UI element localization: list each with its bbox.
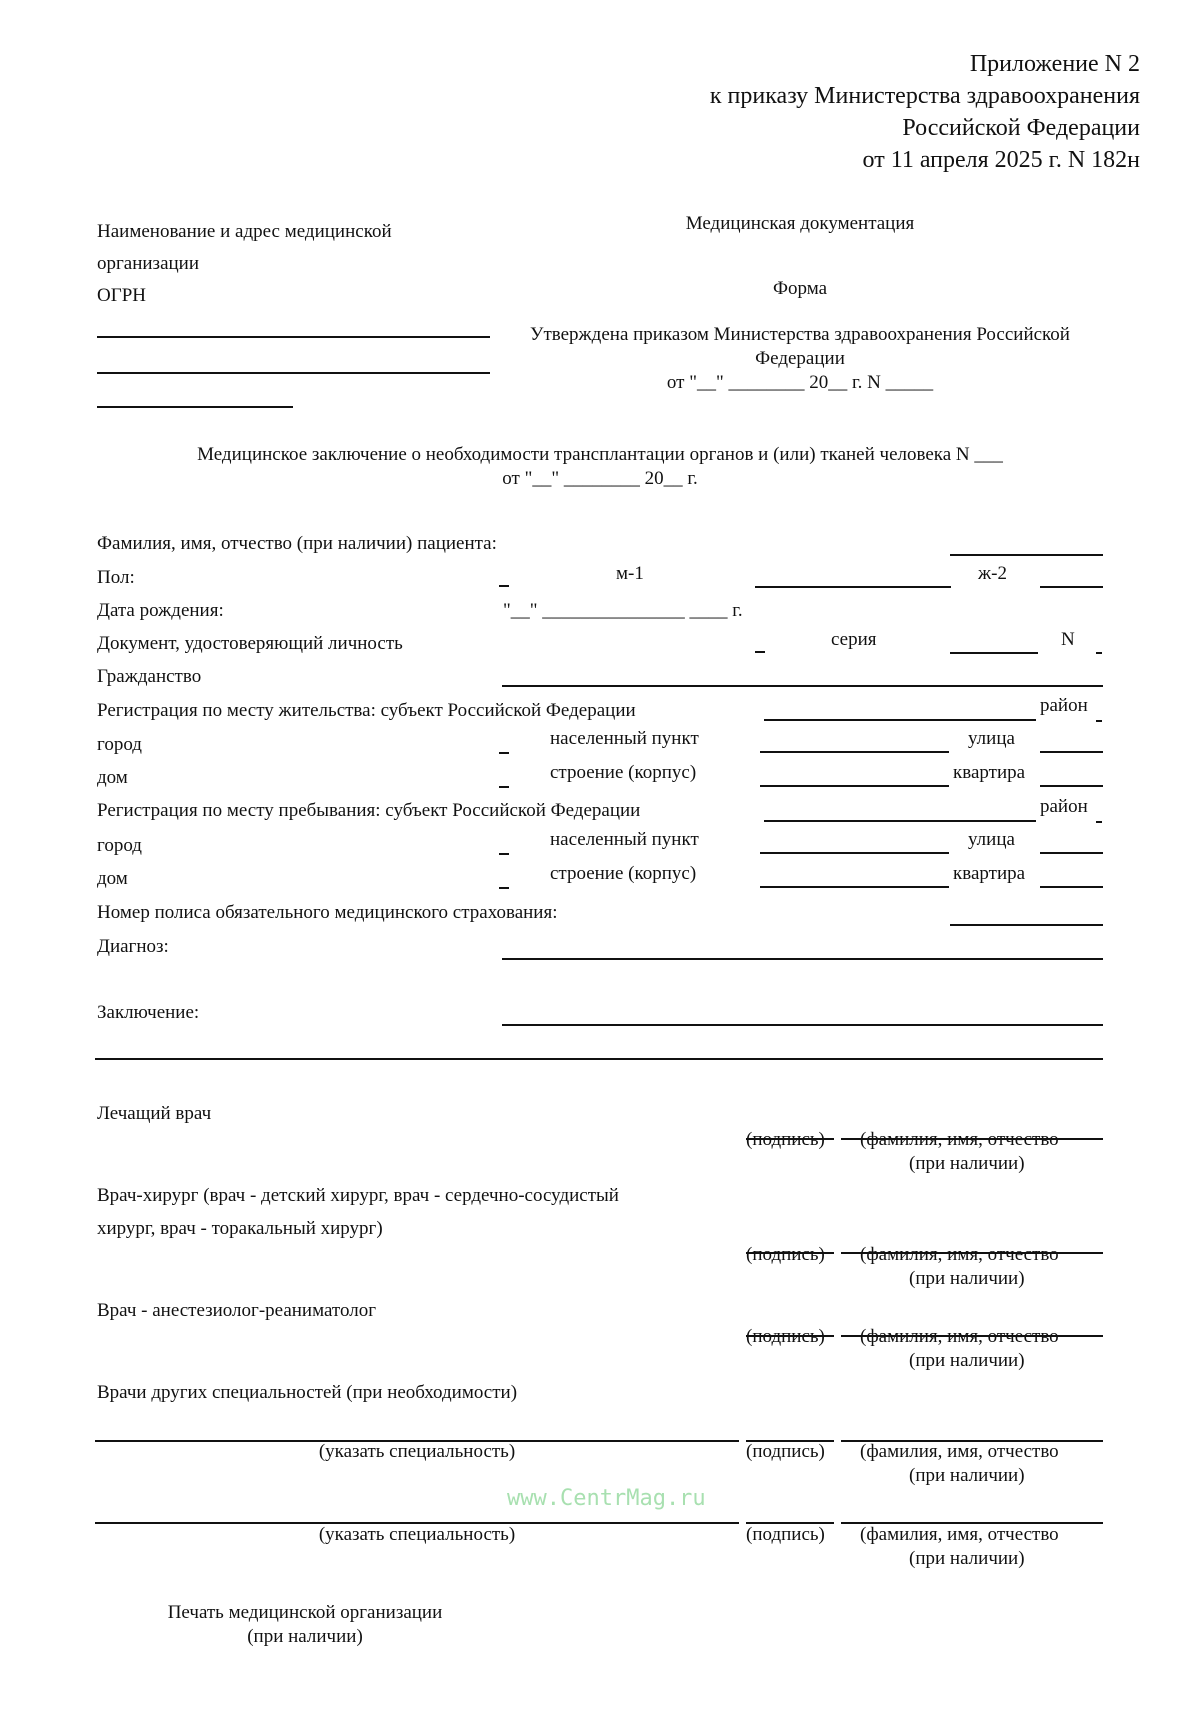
form-label: Форма — [772, 278, 828, 299]
reg-residence-building-label: строение (корпус) — [550, 762, 697, 783]
reg-stay-apartment-label: квартира — [953, 863, 1026, 884]
reg-residence-apartment-label: квартира — [953, 762, 1026, 783]
reg-stay-settlement-label: населенный пункт — [550, 829, 699, 850]
surgeon-label-2: хирург, врач - торакальный хирург) — [97, 1218, 383, 1239]
oms-policy-field[interactable] — [950, 902, 1103, 926]
attending-name-caption: (фамилия, имя, отчество — [860, 1129, 1059, 1150]
attending-signature-caption: (подпись) — [746, 1129, 825, 1150]
anesthesiologist-signature-caption: (подпись) — [746, 1326, 825, 1347]
reg-residence-district-label: район — [1040, 695, 1088, 716]
org-name-field-2[interactable] — [97, 350, 490, 374]
reg-stay-city-field[interactable] — [499, 853, 509, 855]
appendix-date: от 11 апреля 2025 г. N 182н — [862, 147, 1140, 173]
number-label: N — [1061, 629, 1075, 650]
approved-by-line2: Федерации — [755, 348, 845, 369]
document-date: от "__" ________ 20__ г. — [502, 468, 698, 489]
reg-stay-building-label: строение (корпус) — [550, 863, 697, 884]
specialty-1-name-caption-2: (при наличии) — [909, 1465, 1025, 1486]
sex-female-option[interactable]: ж-2 — [978, 563, 1007, 584]
oms-policy-label: Номер полиса обязательного медицинского страхования: — [97, 902, 558, 923]
reg-residence-apartment-field[interactable] — [1040, 763, 1103, 787]
reg-stay-subject-field[interactable] — [764, 798, 1036, 822]
surgeon-signature-caption: (подпись) — [746, 1244, 825, 1265]
reg-residence-district-field[interactable] — [1096, 720, 1102, 722]
document-title: Медицинское заключение о необходимости трансплантации органов и (или) тканей человека N ___ — [197, 444, 1003, 465]
fio-label: Фамилия, имя, отчество (при наличии) пациента: — [97, 533, 497, 554]
citizenship-label: Гражданство — [97, 666, 202, 687]
reg-residence-city-field[interactable] — [499, 752, 509, 754]
id-document-dash — [755, 651, 765, 653]
specialty-1-name-caption: (фамилия, имя, отчество — [860, 1441, 1059, 1462]
reg-stay-apartment-field[interactable] — [1040, 864, 1103, 888]
reg-residence-house-label: дом — [97, 767, 128, 788]
reg-stay-district-field[interactable] — [1096, 821, 1102, 823]
reg-stay-house-field[interactable] — [499, 887, 509, 889]
reg-residence-label: Регистрация по месту жительства: субъект Российской Федерации — [97, 700, 636, 721]
reg-stay-street-label: улица — [968, 829, 1015, 850]
specialty-1-caption: (указать специальность) — [318, 1441, 516, 1462]
stamp-label-2: (при наличии) — [247, 1626, 363, 1647]
watermark: www.CentrMag.ru — [507, 1486, 706, 1511]
specialty-1-name-field[interactable] — [841, 1418, 1103, 1442]
stamp-label: Печать медицинской организации — [167, 1602, 443, 1623]
fio-field[interactable] — [950, 532, 1103, 556]
medical-documentation-label: Медицинская документация — [685, 213, 915, 234]
specialty-2-caption: (указать специальность) — [318, 1524, 516, 1545]
reg-residence-city-label: город — [97, 734, 142, 755]
anesthesiologist-name-caption: (фамилия, имя, отчество — [860, 1326, 1059, 1347]
conclusion-label: Заключение: — [97, 1002, 200, 1023]
diagnosis-field[interactable] — [502, 936, 1103, 960]
org-name-field-1[interactable] — [97, 314, 490, 338]
conclusion-field[interactable] — [502, 1002, 1103, 1026]
specialty-2-name-caption-2: (при наличии) — [909, 1548, 1025, 1569]
reg-residence-street-field[interactable] — [1040, 729, 1103, 753]
sex-label: Пол: — [97, 567, 135, 588]
specialty-2-name-field[interactable] — [841, 1500, 1103, 1524]
org-name-label-2: организации — [97, 253, 200, 274]
appendix-number: Приложение N 2 — [969, 51, 1140, 77]
surgeon-name-caption-2: (при наличии) — [909, 1268, 1025, 1289]
appendix-federation: Российской Федерации — [902, 115, 1140, 141]
sex-field-dash — [499, 585, 509, 587]
surgeon-name-caption: (фамилия, имя, отчество — [860, 1244, 1059, 1265]
reg-stay-district-label: район — [1040, 796, 1088, 817]
specialty-2-name-caption: (фамилия, имя, отчество — [860, 1524, 1059, 1545]
specialty-field-2[interactable] — [95, 1500, 739, 1524]
sex-male-option[interactable]: м-1 — [616, 563, 644, 584]
sex-female-field[interactable] — [1040, 564, 1103, 588]
appendix-order: к приказу Министерства здравоохранения — [709, 83, 1140, 109]
diagnosis-label: Диагноз: — [97, 936, 169, 957]
birth-date-label: Дата рождения: — [97, 600, 224, 621]
reg-stay-label: Регистрация по месту пребывания: субъект Российской Федерации — [97, 800, 641, 821]
surgeon-label: Врач-хирург (врач - детский хирург, врач - сердечно-сосудистый — [97, 1185, 619, 1206]
id-document-label: Документ, удостоверяющий личность — [97, 633, 403, 654]
series-field[interactable] — [950, 630, 1038, 654]
anesthesiologist-label: Врач - анестезиолог-реаниматолог — [97, 1300, 377, 1321]
sex-male-field[interactable] — [755, 564, 951, 588]
specialty-2-signature-caption: (подпись) — [746, 1524, 825, 1545]
reg-stay-city-label: город — [97, 835, 142, 856]
ogrn-field[interactable] — [97, 384, 293, 408]
birth-date-field[interactable]: "__" _______________ ____ г. — [503, 600, 743, 621]
reg-stay-street-field[interactable] — [1040, 830, 1103, 854]
approved-by-date: от "__" ________ 20__ г. N _____ — [666, 372, 934, 393]
reg-stay-building-field[interactable] — [760, 864, 949, 888]
org-name-label: Наименование и адрес медицинской — [97, 221, 392, 242]
reg-stay-house-label: дом — [97, 868, 128, 889]
number-field[interactable] — [1096, 652, 1102, 654]
specialty-1-signature-field[interactable] — [746, 1418, 834, 1442]
conclusion-field-2[interactable] — [95, 1036, 1103, 1060]
attending-name-caption-2: (при наличии) — [909, 1153, 1025, 1174]
anesthesiologist-name-caption-2: (при наличии) — [909, 1350, 1025, 1371]
series-label: серия — [831, 629, 877, 650]
reg-residence-subject-field[interactable] — [764, 697, 1036, 721]
ogrn-label: ОГРН — [97, 285, 146, 306]
reg-residence-building-field[interactable] — [760, 763, 949, 787]
reg-residence-house-field[interactable] — [499, 786, 509, 788]
other-specialists-label: Врачи других специальностей (при необходимости) — [97, 1382, 518, 1403]
reg-residence-street-label: улица — [968, 728, 1015, 749]
citizenship-field[interactable] — [502, 663, 1103, 687]
reg-stay-settlement-field[interactable] — [760, 830, 949, 854]
specialty-1-signature-caption: (подпись) — [746, 1441, 825, 1462]
specialty-field-1[interactable] — [95, 1418, 739, 1442]
approved-by-line1: Утверждена приказом Министерства здравоохранения Российской — [530, 324, 1070, 345]
reg-residence-settlement-label: населенный пункт — [550, 728, 699, 749]
specialty-2-signature-field[interactable] — [746, 1500, 834, 1524]
attending-physician-label: Лечащий врач — [97, 1103, 212, 1124]
reg-residence-settlement-field[interactable] — [760, 729, 949, 753]
